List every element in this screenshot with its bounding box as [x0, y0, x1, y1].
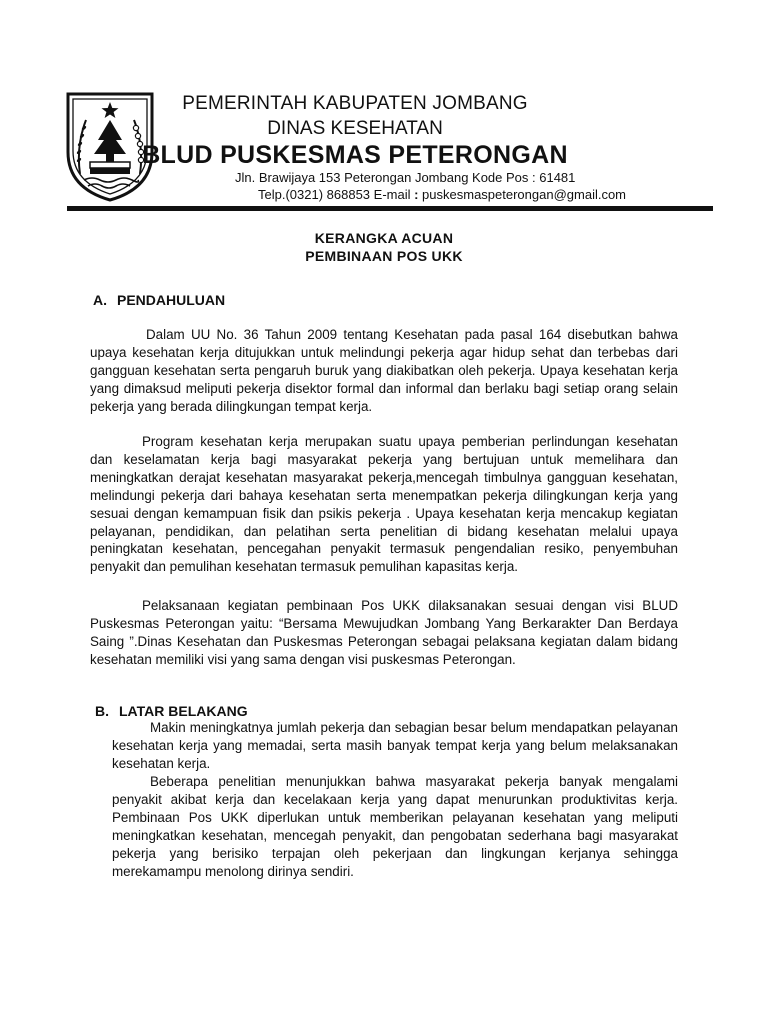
letterhead-institution-name: BLUD PUSKESMAS PETERONGAN: [142, 141, 568, 169]
section-a-paragraph-1: Dalam UU No. 36 Tahun 2009 tentang Kesehatan pada pasal 164 disebutkan bahwa upaya kesehatan kerja ditujukkan untuk melindungi pekerja agar hidup sehat dan terbebas dari gangguan kesehatan serta pengaruh buruk yang diakibatkan oleh pekerja. Upaya kesehatan kerja yang dimaksud meliputi pekerja disektor formal dan informal dan berlaku bagi setiap orang selain pekerja yang berada dilingkungan tempat kerja.: [90, 327, 678, 414]
section-a-number: A.: [93, 292, 107, 308]
section-b-title: LATAR BELAKANG: [119, 703, 248, 719]
section-a-paragraph-2: Program kesehatan kerja merupakan suatu upaya pemberian perlindungan kesehatan dan keselamatan kerja bagi masyarakat pekerja yang bertujuan untuk memelihara dan meningkatkan derajat kesehatan masyarakat pekerja,mencegah timbulnya gangguan kesehatan, melindungi pekerja dari bahaya kesehatan serta menempatkan pekerja dilingkungan kerja yang sesuai dengan kemampuan fisik dan psikis pekerja . Upaya kesehatan kerja mencakup kegiatan pelayanan, pendidikan, dan pelatihan serta penelitian di bidang kesehatan melalui upaya peningkatan kesehatan, pencegahan penyakit termasuk pengendalian resiko, penyembuhan penyakit dan pemulihan kesehatan termasuk pemulihan kapasitas kerja.: [90, 434, 678, 575]
letterhead-email: puskesmaspeterongan@gmail.com: [422, 187, 627, 202]
section-b-heading: [95, 703, 248, 719]
section-a-paragraph-3: Pelaksanaan kegiatan pembinaan Pos UKK dilaksanakan sesuai dengan visi BLUD Puskesmas Peterongan yaitu: “Bersama Mewujudkan Jombang Yang Berkarakter Dan Berdaya Saing ”.Dinas Kesehatan dan Puskesmas Peterongan sebagai pelaksana kegiatan dalam bidang kesehatan memiliki visi yang sama dengan visi puskesmas Peterongan.: [90, 598, 678, 667]
letterhead-divider: [67, 206, 713, 211]
section-a-heading: [93, 292, 225, 308]
letterhead-contact: [258, 187, 626, 202]
letterhead-address: Jln. Brawijaya 153 Peterongan Jombang Kode Pos : 61481: [235, 170, 576, 185]
section-b-paragraph-2: Beberapa penelitian menunjukkan bahwa masyarakat pekerja banyak mengalami penyakit akibat kerja dan kecelakaan kerja yang dapat menurunkan produktivitas kerja. Pembinaan Pos UKK diperlukan untuk memberikan pelayanan kesehatan yang meliputi meningkatkan kesehatan, mencegah penyakit, dan pengobatan sederhana bagi masyarakat pekerja yang berisiko terpajan oleh pekerjaan dan lingkungan kerjanya sehingga merekamampu menolong dirinya sendiri.: [112, 774, 678, 879]
document-title-line-2: PEMBINAAN POS UKK: [305, 248, 463, 264]
section-a-title: PENDAHULUAN: [117, 292, 226, 308]
letterhead-phone: Telp.(0321) 868853 E-mail: [258, 187, 411, 202]
letterhead-department-line: DINAS KESEHATAN: [267, 118, 443, 139]
section-b-number: B.: [95, 703, 109, 719]
letterhead-government-line: PEMERINTAH KABUPATEN JOMBANG: [182, 93, 528, 114]
letterhead-contact-colon: :: [410, 187, 423, 202]
section-b-paragraph-1: Makin meningkatnya jumlah pekerja dan sebagian besar belum mendapatkan pelayanan kesehatan kerja yang memadai, serta masih banyak tempat kerja yang belum melaksanakan kesehatan kerja.: [112, 720, 678, 771]
document-title-line-1: KERANGKA ACUAN: [314, 230, 454, 246]
